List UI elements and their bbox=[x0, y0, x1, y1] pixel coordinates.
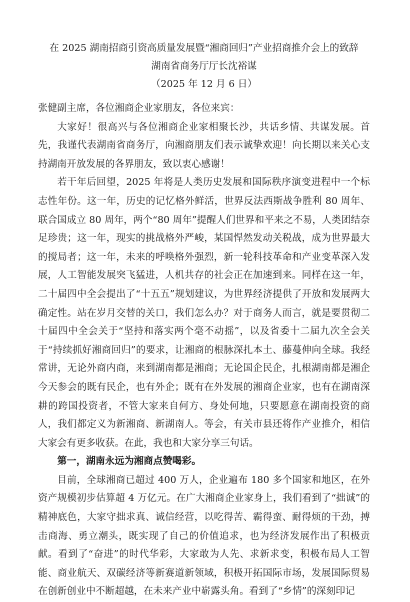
salutation: 张健副主席，各位湘商企业家朋友，各位来宾： bbox=[38, 103, 240, 114]
section-heading: 第一，湖南永远为湘商点赞喝彩。 bbox=[57, 456, 202, 468]
document-speaker: 湖南省商务厅厅长沈裕谋 bbox=[151, 61, 257, 72]
paragraph: 目前，全球湘商已超过 400 万人，企业遍布 180 多个国家和地区，在外资产规模初步估算超 4 万亿元。在广大湘商企业家身上，我们看到了“拙诚”的精神底色，大家守拙求真、诚信经营，以吃得苦、霸得蛮、耐得烦的干劲，搏击商海、勇立潮头，既实现了自己的价值追求，也为经济发展作出了积极贡献。看到了“奋进”的时代华彩，大家敢为人先、求新求变，积极布局人工智能、商业航天、双碳经济等新赛道新领域，积极开拓国际市场，发展国际贸易在创新创业中不断超越，在未来产业中崭露头角。看到了“乡情”的深刻印记 bbox=[38, 474, 370, 598]
document-title: 在 2025 湖南招商引资高质量发展暨“湘商回归”产业招商推介会上的致辞 bbox=[49, 43, 359, 54]
document-date: （2025 年 12 月 6 日） bbox=[151, 79, 257, 90]
paragraph: 若干年后回望，2025 年将是人类历史发展和国际秩序演变进程中一个标志性年份。这一年，历史的记忆格外鲜活，世界反法西斯战争胜利 80 周年、联合国成立 80 周年，两个“80 周年”提醒人们世界和平来之不易，人类团结奈足珍贵；这一年，现实的挑战格外严峻，某国悍然发动关税战，成为世界最大的搅局者；这一年，未来的呼唤格外强烈，新一轮科技革命和产业变革深入发展，人工智能发展突飞猛进，人机共存的社会正在加速到来。同样在这一年，二十届四中全会提出了“十五五”规划建议，为世界经济提供了开放和发展两大确定性。站在岁月交替的关口，我们怎么办？对于商务人而言，就是要贯彻二十届四中全会关于“坚持和落实两个毫不动摇”，以及省委十二届九次全会关于“持续抓好湘商回归”的要求，让湘商的根脉深扎本土、藤蔓伸向全球。我经常讲，无论外商内商，来到湖南都是湘商；无论国企民企，扎根湖南都是湘企今天参会的既有民企，也有外企；既有在外发展的湘商企业家，也有在湖南深耕的跨国投资者，不管大家来自何方、身处何地，只要愿意在湖南投资的商人，我们都定义为新湘商、新湖南人。等会，有关市县还将作产业推介，相信大家会有更多收获。在此，我也和大家分享三句话。 bbox=[38, 177, 370, 449]
paragraph: 大家好！很高兴与各位湘商企业家相聚长沙，共话乡情、共谋发展。首先，我谨代表湖南省商务厅，向湘商朋友们表示诚挚欢迎！向长期以来关心支持湖南开放发展的各界朋友，致以衷心感谢！ bbox=[38, 121, 370, 170]
